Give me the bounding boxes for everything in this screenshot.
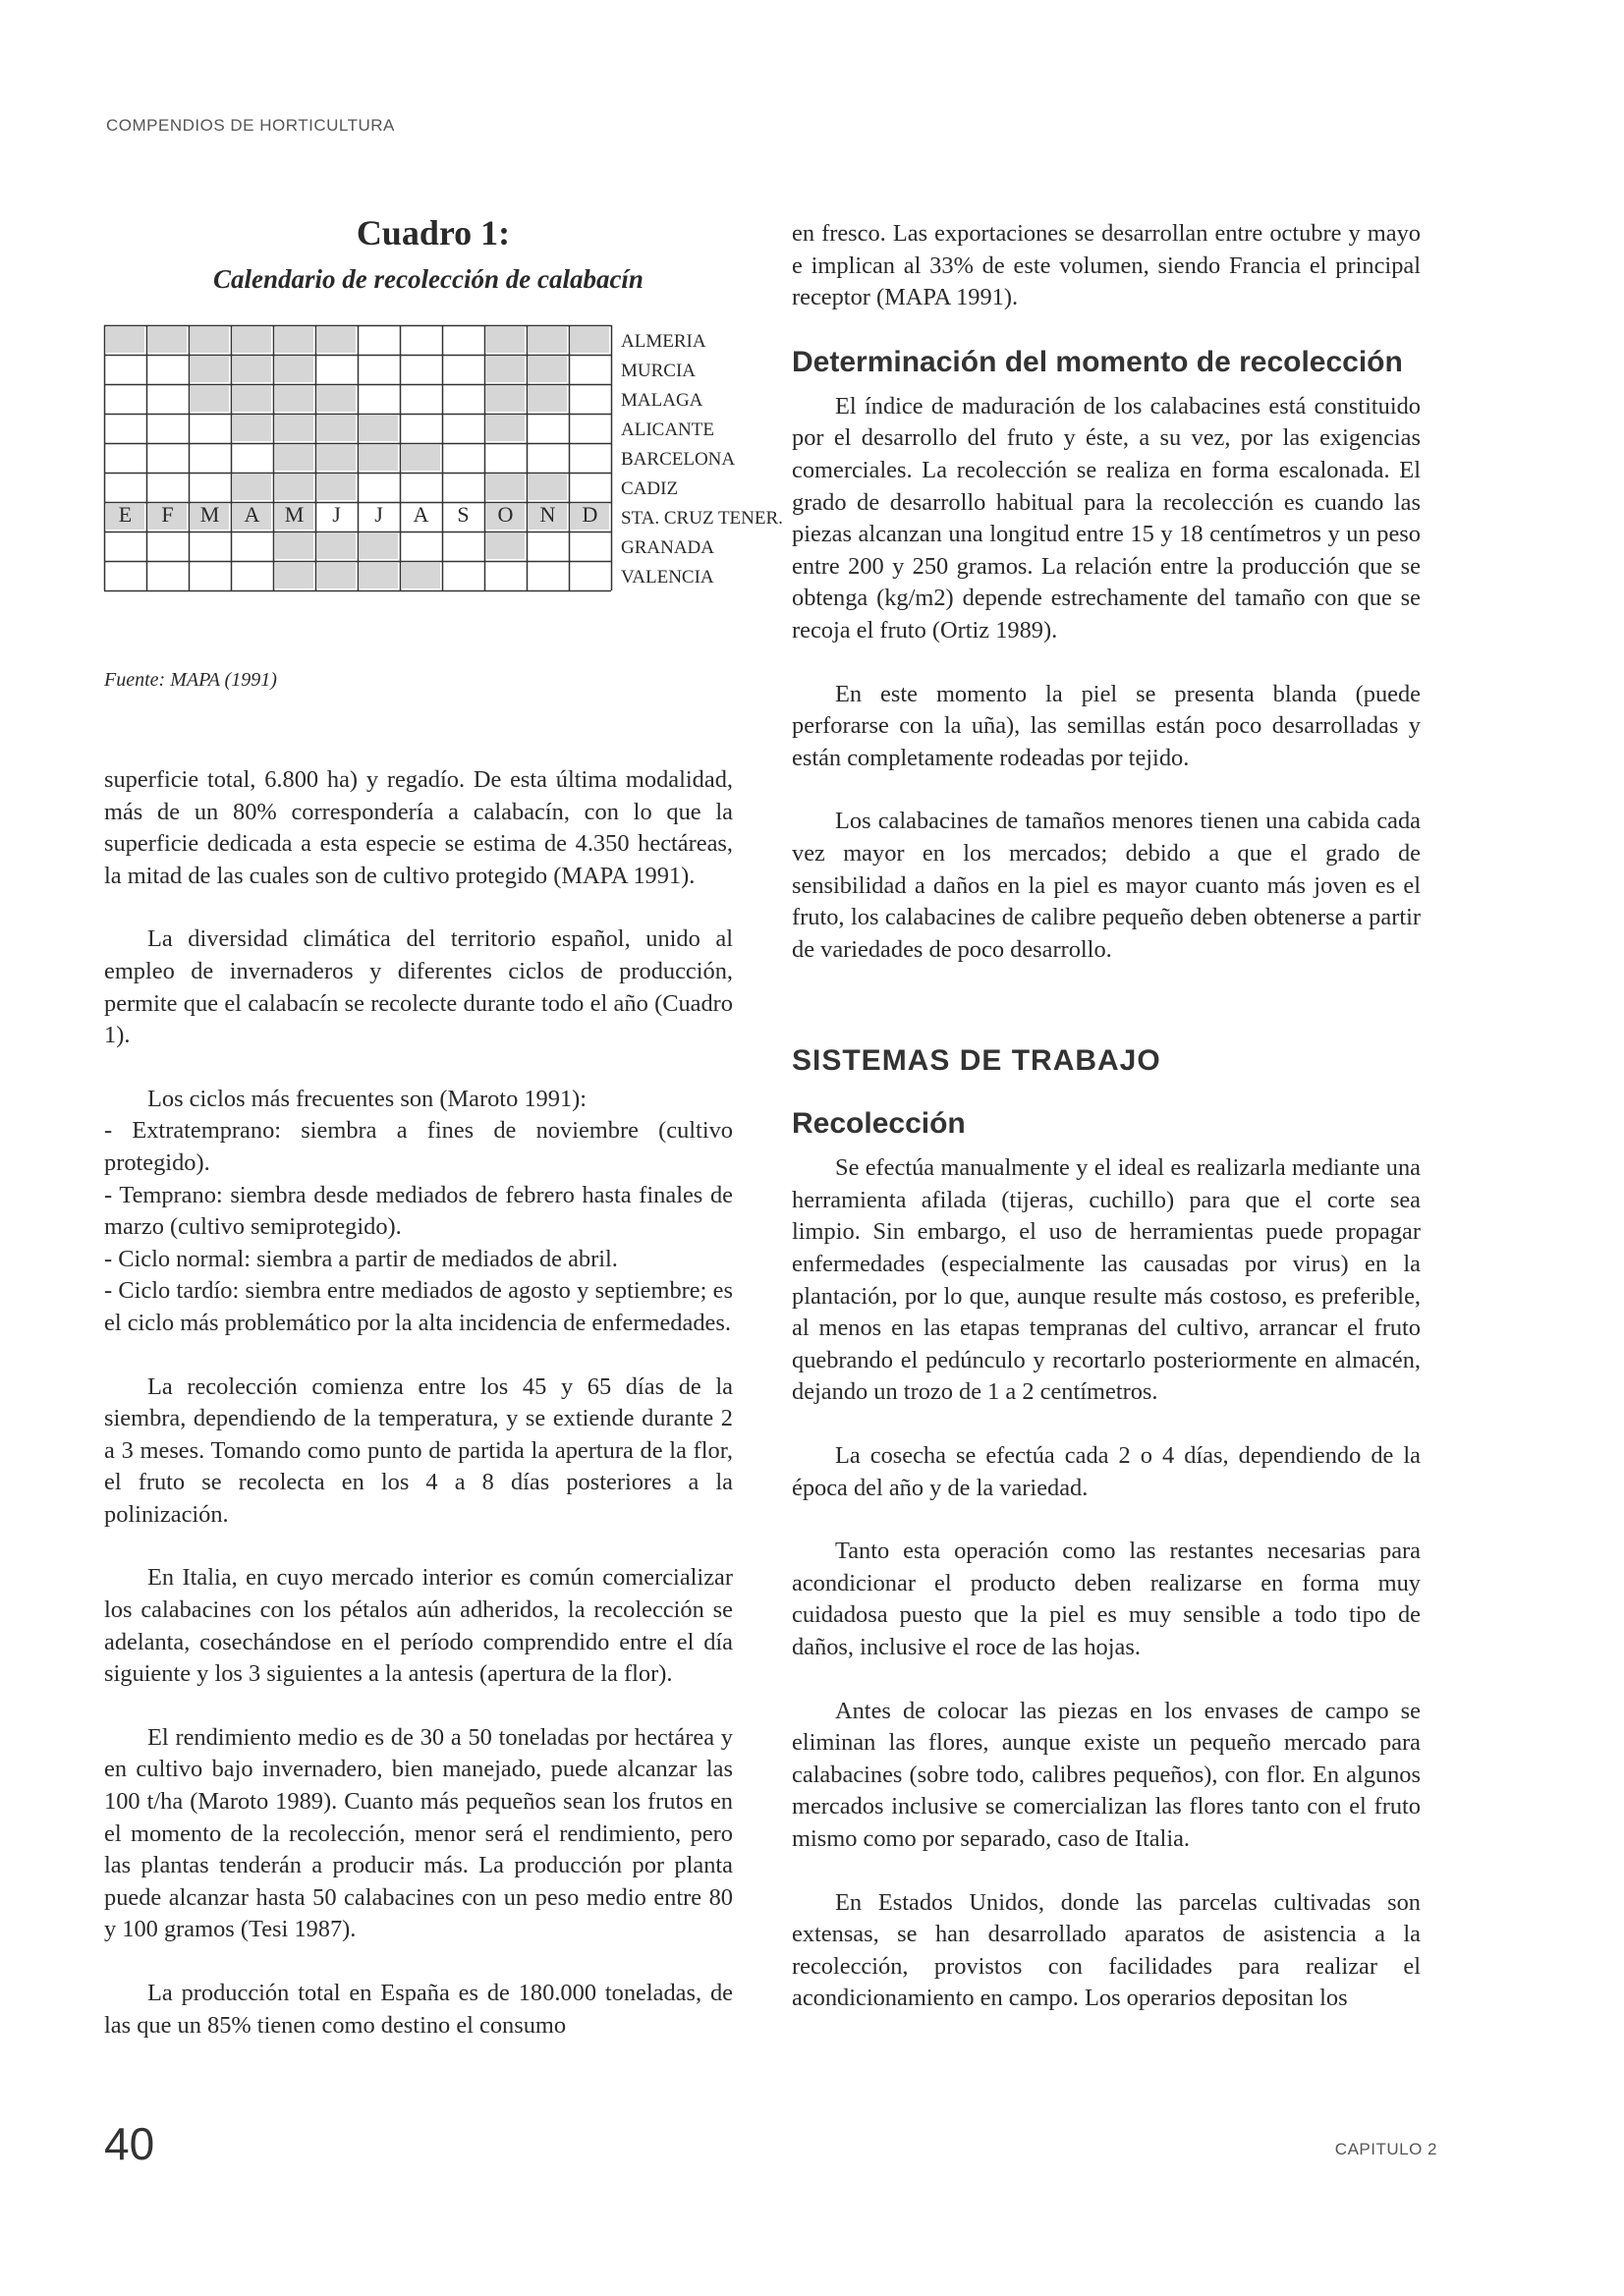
list-item: - Ciclo normal: siembra a partir de mediados de abril. — [104, 1245, 618, 1272]
row-label: MALAGA — [621, 390, 703, 411]
list-item: - Ciclo tardío: siembra entre mediados de agosto y septiembre; es el ciclo más problemático por la alta incidencia de enfermedades. — [104, 1277, 733, 1336]
harvest-cell-5-9 — [486, 475, 525, 500]
row-label: GRANADA — [621, 537, 714, 558]
month-label: E — [118, 502, 134, 527]
row-label: VALENCIA — [621, 567, 714, 588]
harvest-cell-2-5 — [317, 386, 356, 412]
harvest-cell-2-9 — [486, 386, 525, 412]
running-header: COMPENDIOS DE HORTICULTURA — [106, 116, 395, 135]
paragraph: El índice de maduración de los calabacines está constituido por el desarrollo del fruto y éste, a su vez, por las exigencias comerciales. La recolección se realiza en forma escalonada. El grado de desarrollo habitual para la recolección es cuando las piezas alcanzan una longitud entre 15 y 18 centímetros y un peso entre 200 y 250 gramos. La relación entre la producción que se obtenga (kg/m2) depende estrechamente del tamaño con que se recoja el fruto (Ortiz 1989). — [792, 392, 1421, 644]
paragraph: Los calabacines de tamaños menores tienen una cabida cada vez mayor en los mercados; debido a que el grado de sensibilidad a daños en la piel es mayor cuanto más joven es el fruto, los calabacines de calibre pequeño deben obtenerse a partir de variedades de poco desarrollo. — [792, 808, 1421, 963]
paragraph: Antes de colocar las piezas en los envases de campo se eliminan las flores, aunque existe un pequeño mercado para calabacines (sobre todo, calibres pequeños), con flor. En algunos mercados inclusive se comercializan las flores tanto con el fruto mismo como por separado, caso de Italia. — [792, 1697, 1421, 1852]
page-number: 40 — [104, 2118, 155, 2169]
left-column — [104, 211, 783, 2039]
list-item: - Extratemprano: siembra a fines de noviembre (cultivo protegido). — [104, 1117, 733, 1176]
paragraph: La producción total en España es de 180.000 toneladas, de las que un 85% tienen como destino el consumo — [104, 1980, 733, 2039]
cuadro-subtitle: Calendario de recolección de calabacín — [213, 264, 644, 294]
harvest-cell-0-3 — [233, 327, 271, 353]
paragraph: La diversidad climática del territorio español, unido al empleo de invernaderos y diferentes ciclos de producción, permite que el calabacín se recolecte durante todo el año (Cuadro 1). — [104, 925, 733, 1049]
harvest-cell-4-6 — [360, 445, 398, 471]
harvest-calendar — [104, 325, 783, 600]
harvest-cell-4-4 — [275, 445, 313, 471]
harvest-cell-3-5 — [317, 416, 356, 441]
right-column — [792, 218, 1421, 2046]
harvest-cell-7-5 — [317, 533, 356, 559]
harvest-cell-1-2 — [191, 357, 229, 382]
row-label: STA. CRUZ TENER. — [621, 508, 783, 529]
footer-chapter: CAPITULO 2 — [1334, 2140, 1437, 2158]
paragraph: superficie total, 6.800 ha) y regadío. De esta última modalidad, más de un 80% correspondería a calabacín, con lo que la superficie dedicada a esta especie se estima de 4.350 hectáreas, la mitad de las cuales son de cultivo protegido (MAPA 1991). — [104, 766, 733, 889]
harvest-cell-1-10 — [529, 357, 567, 382]
harvest-cell-8-7 — [402, 563, 440, 588]
cuadro-title: Cuadro 1: — [356, 213, 511, 252]
harvest-cell-5-5 — [317, 475, 356, 500]
harvest-cell-7-6 — [360, 533, 398, 559]
paragraph: En este momento la piel se presenta blanda (puede perforarse con la uña), las semillas están poco desarrolladas y están completamente rodeadas por tejido. — [792, 680, 1421, 771]
cycles-list — [104, 1115, 733, 1339]
harvest-cell-4-7 — [402, 445, 440, 471]
harvest-cell-0-0 — [106, 327, 144, 353]
row-label: MURCIA — [621, 361, 697, 381]
harvest-calendar-grid — [104, 325, 783, 600]
harvest-cell-0-2 — [191, 327, 229, 353]
harvest-cell-2-3 — [233, 386, 271, 412]
harvest-cell-5-3 — [233, 475, 271, 500]
heading-recoleccion: Recolección — [792, 1107, 966, 1141]
harvest-cell-4-5 — [317, 445, 356, 471]
paragraph: La cosecha se efectúa cada 2 o 4 días, dependiendo de la época del año y de la variedad. — [792, 1442, 1421, 1501]
harvest-cell-1-9 — [486, 357, 525, 382]
harvest-cell-2-4 — [275, 386, 313, 412]
harvest-cell-2-2 — [191, 386, 229, 412]
harvest-cell-8-5 — [317, 563, 356, 588]
month-label: A — [413, 502, 430, 527]
harvest-cell-5-10 — [529, 475, 567, 500]
paragraph: En Estados Unidos, donde las parcelas cultivadas son extensas, se han desarrollado aparatos de asistencia a la recolección, provistos con facilidades para realizar el acondicionamiento en campo. Los operarios depositan los — [792, 1888, 1421, 2012]
paragraph: en fresco. Las exportaciones se desarrollan entre octubre y mayo e implican al 33% de este volumen, siendo Francia el principal receptor (MAPA 1991). — [792, 220, 1421, 311]
harvest-cell-0-10 — [529, 327, 567, 353]
row-label: CADIZ — [621, 478, 679, 499]
harvest-cell-0-5 — [317, 327, 356, 353]
harvest-cell-3-9 — [486, 416, 525, 441]
month-label: M — [284, 502, 306, 527]
month-labels — [104, 502, 615, 532]
harvest-cell-0-4 — [275, 327, 313, 353]
cuadro-source: Fuente: MAPA (1991) — [104, 669, 277, 691]
heading-momento: Determinación del momento de recolección — [792, 345, 1403, 378]
month-label: F — [161, 502, 175, 527]
harvest-cell-3-3 — [233, 416, 271, 441]
harvest-cell-0-1 — [148, 327, 187, 353]
harvest-cell-1-3 — [233, 357, 271, 382]
harvest-cell-2-10 — [529, 386, 567, 412]
month-label: A — [244, 502, 261, 527]
month-label: D — [582, 502, 599, 527]
harvest-cell-8-4 — [275, 563, 313, 588]
harvest-cell-8-6 — [360, 563, 398, 588]
harvest-cell-7-4 — [275, 533, 313, 559]
harvest-cell-3-6 — [360, 416, 398, 441]
paragraph: Se efectúa manualmente y el ideal es realizarla mediante una herramienta afilada (tijeras, cuchillo) para que el corte sea limpio. Sin embargo, el uso de herramientas puede propagar enfermedades (especialmente las causadas por virus) en la plantación, por lo que, aunque resulte más costoso, es preferible, al menos en las etapas tempranas del cultivo, arrancar el fruto quebrando el pedúnculo y recortarlo posteriormente en almacén, dejando un trozo de 1 a 2 centímetros. — [792, 1154, 1421, 1406]
paragraph: El rendimiento medio es de 30 a 50 toneladas por hectárea y en cultivo bajo invernadero, bien manejado, puede alcanzar las 100 t/ha (Maroto 1989). Cuanto más pequeños sean los frutos en el momento de la recolección, menor será el rendimiento, pero las plantas tenderán a producir más. La producción por planta puede alcanzar hasta 50 calabacines con un peso medio entre 80 y 100 gramos (Tesi 1987). — [104, 1723, 733, 1943]
harvest-cell-1-4 — [275, 357, 313, 382]
paragraph: En Italia, en cuyo mercado interior es común comercializar los calabacines con los pétalos aún adheridos, la recolección se adelanta, cosechándose en el período comprendido entre el día siguiente y los 3 siguientes a la antesis (apertura de la flor). — [104, 1564, 733, 1688]
row-label: ALICANTE — [621, 420, 714, 440]
harvest-cell-3-4 — [275, 416, 313, 441]
row-label: ALMERIA — [621, 331, 706, 352]
row-label: BARCELONA — [621, 449, 736, 470]
paragraph: La recolección comienza entre los 45 y 65 días de la siembra, dependiendo de la temperatura, y se extiende durante 2 a 3 meses. Tomando como punto de partida la apertura de la flor, el fruto se recolecta en los 4 a 8 días posteriores a la polinización. — [104, 1372, 733, 1528]
left-body-text — [104, 764, 733, 2073]
month-label: S — [457, 502, 471, 527]
month-label: J — [332, 502, 342, 527]
list-item: - Temprano: siembra desde mediados de febrero hasta finales de marzo (cultivo semiprotegido). — [104, 1181, 733, 1241]
harvest-cell-0-9 — [486, 327, 525, 353]
month-label: N — [539, 502, 557, 527]
month-label: O — [497, 502, 515, 527]
section-title: SISTEMAS DE TRABAJO — [792, 1044, 1161, 1078]
paragraph: Tanto esta operación como las restantes necesarias para acondicionar el producto deben realizarse en forma muy cuidadosa puesto que la piel es muy sensible a todo tipo de daños, inclusive el roce de las hojas. — [792, 1538, 1421, 1660]
harvest-cell-7-9 — [486, 533, 525, 559]
cycles-intro: Los ciclos más frecuentes son (Maroto 1991): — [147, 1085, 588, 1112]
harvest-cell-5-4 — [275, 475, 313, 500]
harvest-cell-0-11 — [571, 327, 609, 353]
month-label: J — [374, 502, 384, 527]
month-label: M — [199, 502, 221, 527]
